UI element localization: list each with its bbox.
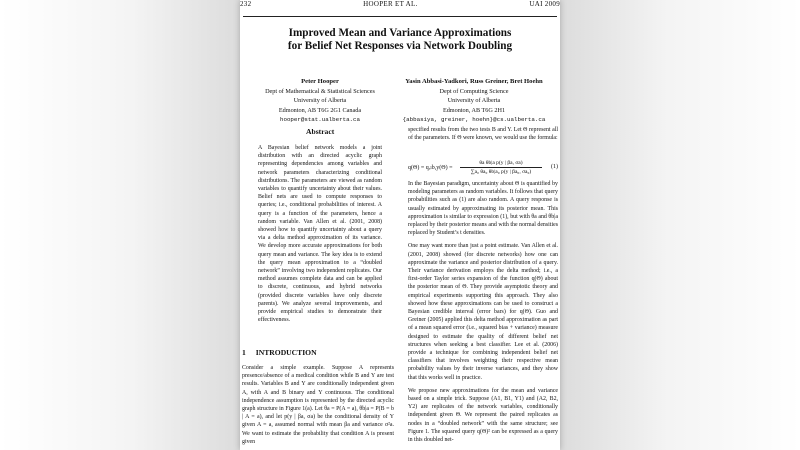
section-number: 1	[242, 348, 246, 357]
author-name: Peter Hooper	[301, 78, 339, 85]
paragraph: One may want more than just a point estimate. Van Allen et al. (2001, 2008) showed (for discrete networks) how one can approximate the variance and posterior distribution of a query. Their variance derivation employs the delta method; i.e., a first-order Taylor series expansion of the function q(Θ) about the posterior mean of Θ. They provide asymptotic theory and empirical experiments supporting this approach. They also showed how these approximations can be used to construct a Bayesian credible interval (error bars) for q(Θ). Guo and Greiner (2005) applied this delta method approximation as part of a mean squared error (i.e., squared bias + variance) measure designed to estimate the quality of different belief net structures when seeking a best classifier. Lee et al. (2006) provide a technique for combining independent belief net classifiers that involves weighting their respective mean probability values by their inverse variances, and they show that this works well in practice.	[408, 243, 558, 381]
right-col-body	[408, 180, 558, 449]
author-name: Yasin Abbasi-Yadkori, Russ Greiner, Bret Hoehn	[405, 78, 543, 85]
intro-text: Consider a simple example. Suppose A represents presence/absence of a medical condition while B and Y are test results. Variables B and Y are conditionally independent given A, with A and B binary and Y continuous. The conditional independence assumption is represented by the directed acyclic graph structure in Figure 1(a). Let θa = P(A = a), θb|a = P(B = b | A = a), and let p(y | βa, σa) be the conditional density of Y given A = a, assumed normal with mean βa and variance σ²a. We want to estimate the probability that condition A is present given	[242, 365, 394, 445]
author-city: Edmonton, AB T6G 2H1	[442, 106, 506, 114]
right-col-top	[408, 126, 558, 147]
intro-body	[242, 364, 394, 450]
header-rule	[243, 16, 557, 17]
paper-page	[240, 0, 560, 450]
running-authors: HOOPER ET AL.	[363, 0, 418, 8]
author-city: Edmonton, AB T6G 2G1 Canada	[278, 106, 362, 114]
author-dept: Dept of Mathematical & Statistical Sciences	[265, 87, 375, 95]
author-right	[390, 77, 558, 125]
page-number: 232	[240, 0, 252, 8]
paragraph: We propose new approximations for the mean and variance based on a simple trick. Suppose (A1, B1, Y1) and (A2, B2, Y2) are replicates of the network variables, conditionally independent given Θ. We represent the paired replicates as nodes in a “doubled network” with the same structure; see Figure 1. The squared query q(Θ)² can be expressed as a query in this doubled net-	[408, 387, 558, 444]
equation-numerator: θa θb|a p(y | βa, σa)	[479, 160, 523, 166]
title-line-2: for Belief Net Responses via Network Doubling	[287, 40, 513, 52]
author-email: hooper@stat.ualberta.ca	[279, 116, 360, 124]
author-univ: University of Alberta	[447, 97, 501, 105]
author-email: {abbasiya, greiner, hoehn}@cs.ualberta.ca	[402, 116, 546, 124]
running-header	[240, 0, 560, 12]
title-line-1: Improved Mean and Variance Approximations	[288, 27, 512, 39]
equation-1	[408, 160, 558, 176]
paragraph: specified results from the two tests B and Y. Let Θ represent all of the parameters. If Θ were known, we would use the formula:	[408, 127, 558, 142]
section-heading	[242, 348, 327, 357]
author-left	[250, 77, 390, 125]
section-title: INTRODUCTION	[255, 348, 317, 357]
equation-fraction	[460, 160, 542, 175]
author-dept: Dept of Computing Science	[439, 87, 509, 95]
author-univ: University of Alberta	[293, 97, 347, 105]
fraction-bar	[460, 167, 542, 168]
abstract-text: A Bayesian belief network models a joint distribution with an directed acyclic graph representing dependencies among variables and network parameters characterizing conditional distributions. The parameters are viewed as random variables to quantify uncertainty about their values. Belief nets are used to compute responses to queries; i.e., conditional probabilities of interest. A query is a function of the parameters, hence a random variable. Van Allen et al. (2001, 2008) showed how to quantify uncertainty about a query via a delta method approximation of its variance. We develop more accurate approximations for both query mean and variance. The key idea is to extend the query mean approximation to a “doubled network” involving two independent replicates. Our method assumes complete data and can be applied to discrete, continuous, and hybrid networks (provided discrete variables have only discrete parents). We analyze several improvements, and provide empirical studies to demonstrate their effectiveness.	[258, 145, 382, 324]
paper-title	[240, 27, 560, 53]
equation-denominator: ∑a₀ θa₀ θb|a₀ p(y | βa₀, σa₀)	[470, 169, 532, 175]
abstract-heading: Abstract	[306, 127, 335, 136]
equation-number: (1)	[551, 164, 558, 170]
equation-lhs: q(Θ) = qₐₗb,y(Θ) =	[408, 165, 453, 171]
venue: UAI 2009	[529, 0, 560, 8]
left-page-shadow	[0, 0, 240, 450]
right-page-shadow	[560, 0, 800, 450]
paragraph: In the Bayesian paradigm, uncertainty about Θ is quantified by modeling parameters as random variables. It follows that query probabilities such as (1) are also random. A query response is usually estimated by approximating its posterior mean. This approximation is similar to expression (1), but with θa and θb|a replaced by their posterior means and with the normal densities replaced by Student’s t densities.	[408, 181, 558, 237]
abstract-body	[258, 144, 382, 329]
